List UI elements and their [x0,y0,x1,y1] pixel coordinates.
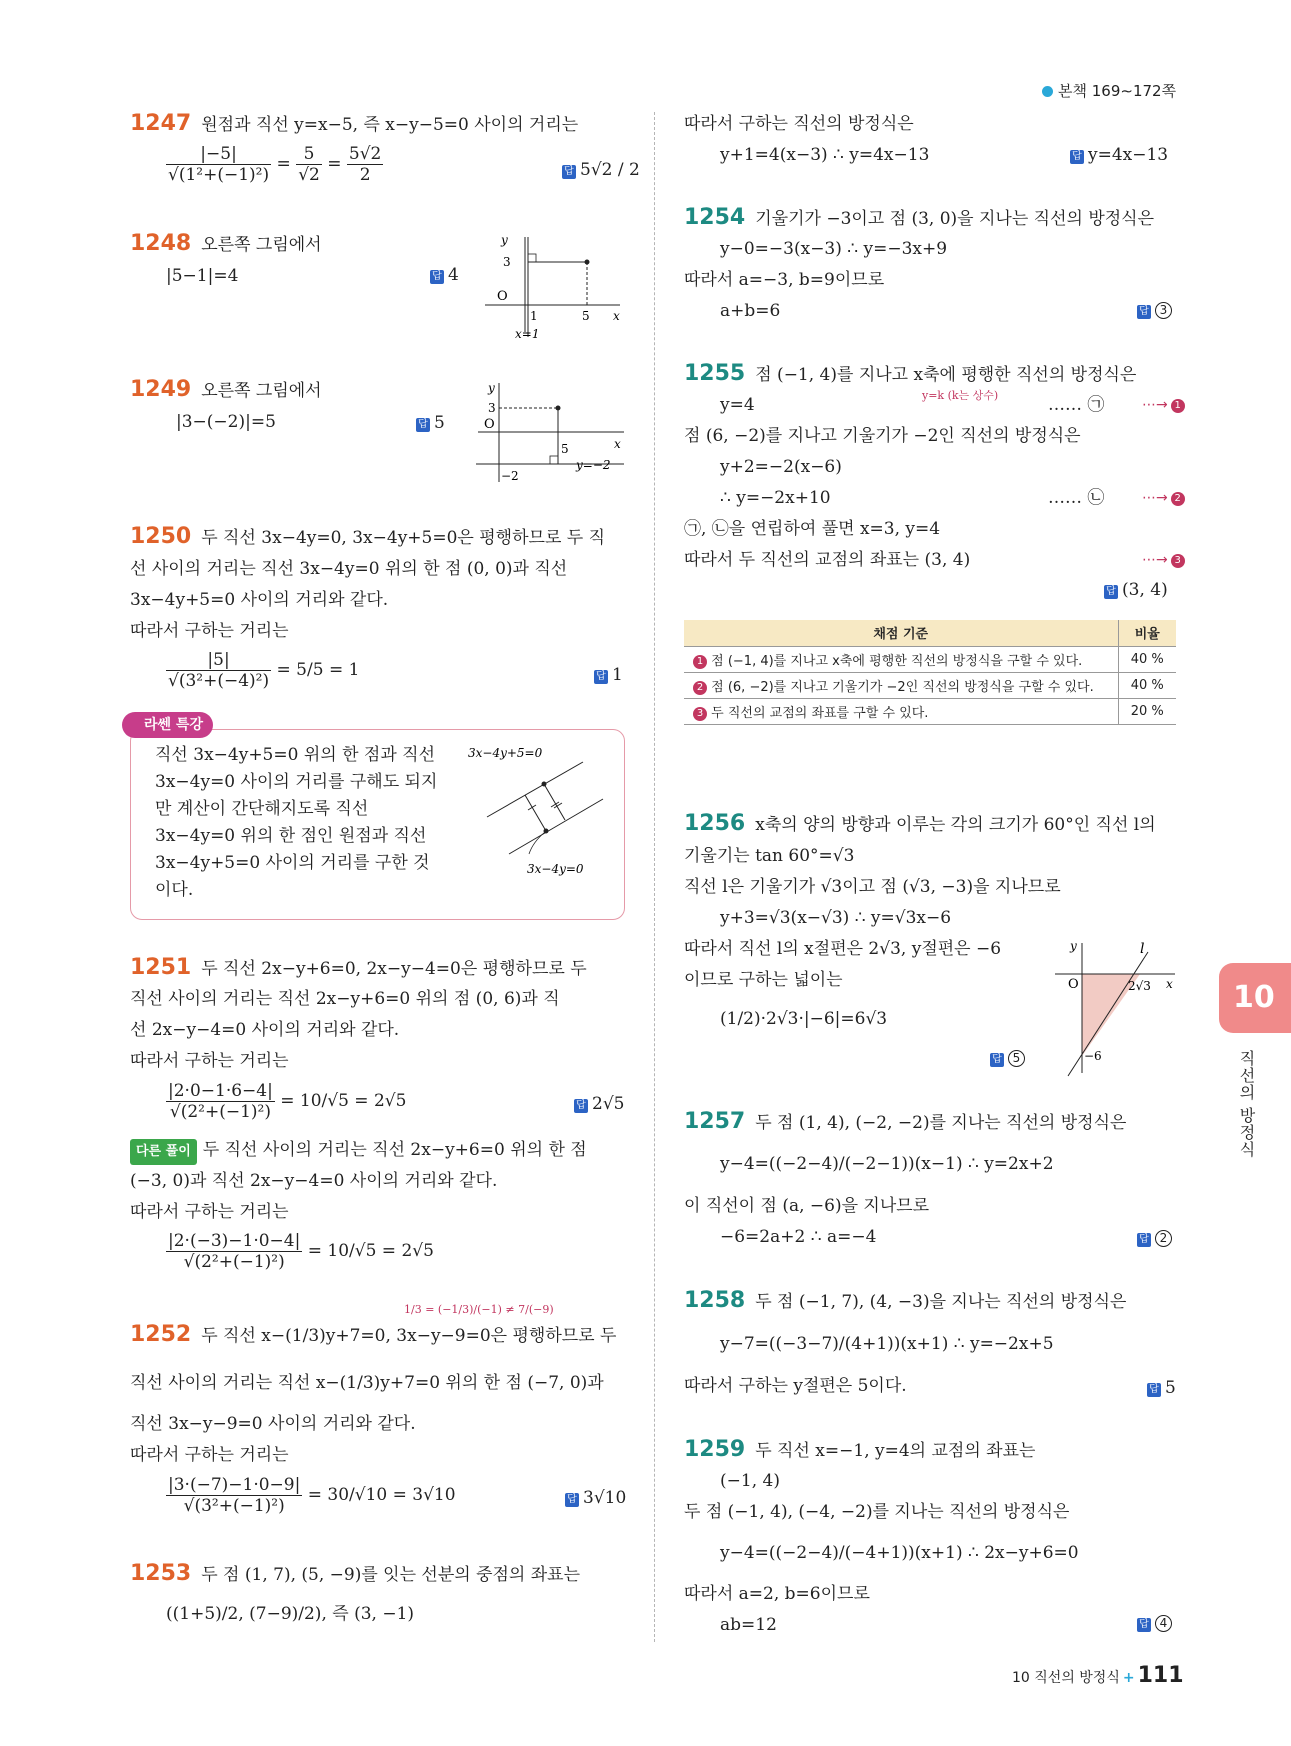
fig-line-label: l [1140,941,1145,957]
fig-tick-minus2: −2 [501,469,519,483]
answer-icon: 답 [594,670,608,684]
figure-1249 [476,380,626,485]
column-divider [654,112,655,1642]
alt-solution-tag: 다른 풀이 [130,1139,197,1165]
answer-1257: 답 2 [1137,1228,1172,1248]
table-row: 3 두 직선의 교점의 좌표를 구할 수 있다. 20 % [684,698,1176,724]
fig-y-label: y [1070,939,1077,953]
book-reference: 본책 169∼172쪽 [1042,80,1176,101]
page-number: 111 [1137,1663,1184,1688]
chapter-tab[interactable]: 10 [1219,963,1291,1033]
bullet-icon [1042,86,1053,97]
answer-icon: 답 [1070,150,1084,164]
fig-tick-5: 5 [582,309,590,323]
step-3: ⋯→ 3 [1142,548,1185,572]
fig-tick-1: 1 [530,309,538,323]
lecture-tag: 라쎈 특강 [122,712,213,738]
fig-y-intercept: −6 [1084,1049,1102,1063]
mark-1: …… ㉠ [1048,395,1105,415]
grading-table: 채점 기준 비율 1 점 (−1, 4)를 지나고 x축에 평행한 직선의 방정식을 구할 수 있다. 40 % 2 점 (6, −2)를 지나고 기울기가 −2인 직선의 방정식을 구할 수 있다. 40 % 3 두 직선의 교점의 좌표를 구할 수 있다. 20 % [684,620,1176,725]
table-row: 1 점 (−1, 4)를 지나고 x축에 평행한 직선의 방정식을 구할 수 있다. 40 % [684,646,1176,672]
answer-icon: 답 [1104,585,1118,599]
fig-tick-5: 5 [561,442,569,456]
answer-1259: 답 4 [1137,1613,1172,1633]
answer-icon: 답 [574,1099,588,1113]
fig-tick-3: 3 [503,255,511,269]
answer-1256: 답 5 [990,1048,1025,1068]
answer-1258: 답 5 [1147,1378,1176,1398]
answer-1247: 답 5√2 / 2 [562,160,640,180]
fig-x-intercept: 2√3 [1128,979,1151,993]
fig-x-label: x [614,437,621,451]
fig-bottom-label: 3x−4y=0 [527,862,584,876]
fig-x-label: x [613,309,620,323]
answer-1254: 답 3 [1137,300,1172,320]
fig-origin: O [484,417,495,432]
answer-icon: 답 [1147,1383,1161,1397]
answer-icon: 답 [1137,305,1151,319]
fig-origin: O [497,289,508,304]
step-1: ⋯→ 1 [1142,393,1185,417]
fig-x-label: x [1166,977,1173,991]
answer-1249: 답 5 [416,413,445,433]
note-1252: 1/3 = (−1/3)/(−1) ≠ 7/(−9) [404,1303,554,1316]
step-2: ⋯→ 2 [1142,486,1185,510]
fig-y-label: y [488,381,495,395]
fig-y-label: y [501,233,508,247]
lecture-figure [465,742,625,882]
table-row: 2 점 (6, −2)를 지나고 기울기가 −2인 직선의 방정식을 구할 수 있다. 40 % [684,672,1176,698]
figure-1256 [1050,938,1180,1078]
answer-icon: 답 [416,418,430,432]
answer-icon: 답 [1137,1233,1151,1247]
answer-icon: 답 [430,270,444,284]
chapter-tab-title: 직선의 방정식 [1237,1050,1256,1159]
answer-1248: 답 4 [430,265,459,285]
mark-2: …… ㉡ [1048,488,1105,508]
fig-line-label: x=1 [515,327,540,341]
answer-1250: 답 1 [594,665,623,685]
answer-icon: 답 [990,1053,1004,1067]
footer: 10 직선의 방정식 + 111 [1012,1663,1184,1688]
answer-icon: 답 [562,165,576,179]
fig-top-label: 3x−4y+5=0 [468,746,543,760]
figure-1248 [485,232,625,342]
fig-origin: O [1068,977,1079,992]
answer-1252: 답 3√10 [565,1488,626,1508]
answer-1255: 답 (3, 4) [1104,580,1168,600]
fig-line-label: y=−2 [576,458,611,472]
answer-icon: 답 [1137,1618,1151,1632]
fig-tick-3: 3 [488,401,496,415]
answer-1251: 답 2√5 [574,1094,624,1114]
answer-icon: 답 [565,1493,579,1507]
answer-1253: 답 y=4x−13 [1070,145,1168,165]
